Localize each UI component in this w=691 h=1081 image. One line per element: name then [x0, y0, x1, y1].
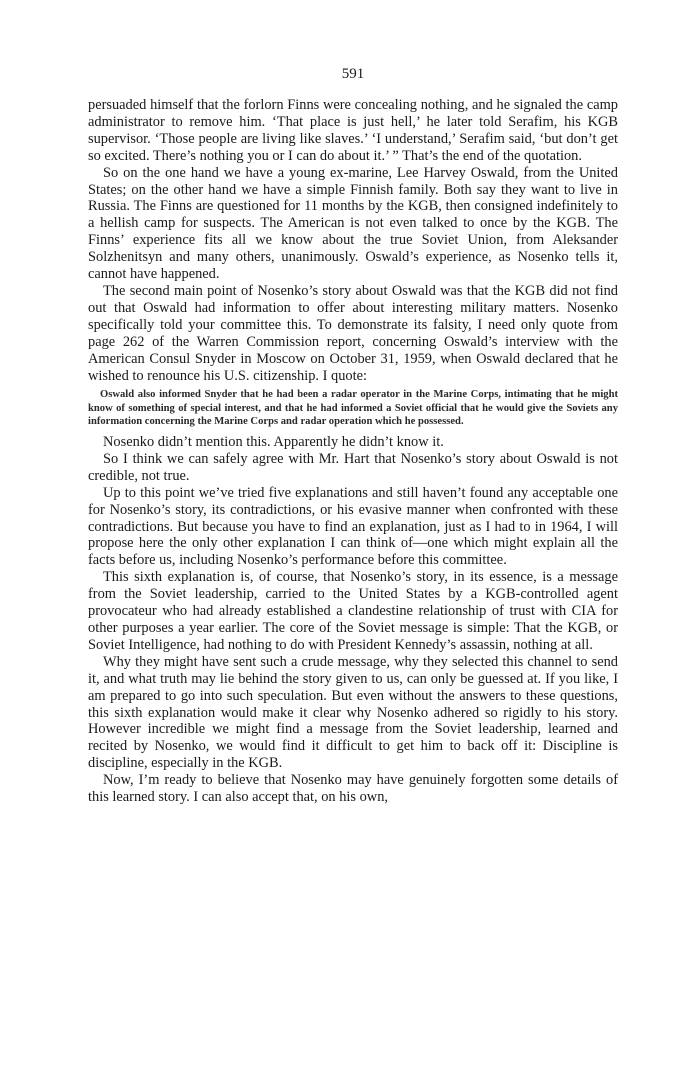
paragraph-6: Up to this point we’ve tried five explanations and still haven’t found any acceptable one for Nosenko’s story, its contradictions, or his evasive manner when confronted with these contradictions. But because you have to find an explanation, just as I had to in 1964, I will propose here the only other explanation I can think of—one which might explain all the facts before us, including Nosenko’s performance before this committee.	[88, 484, 618, 569]
paragraph-9: Now, I’m ready to believe that Nosenko may have genuinely forgotten some details of this learned story. I can also accept that, on his own,	[88, 772, 618, 806]
block-quote: Oswald also informed Snyder that he had been a radar operator in the Marine Corps, intimating that he might know of something of special interest, and that he had informed a Soviet official that he would give the Soviets any information concerning the Marine Corps and radar operation which he possessed.	[88, 389, 618, 427]
paragraph-5: So I think we can safely agree with Mr. Hart that Nosenko’s story about Oswald is not credible, not true.	[88, 450, 618, 484]
paragraph-3: The second main point of Nosenko’s story about Oswald was that the KGB did not find out that Oswald had information to offer about interesting military matters. Nosenko specifically told your committee this. To demonstrate its falsity, I need only quote from page 262 of the Warren Commission report, concerning Oswald’s interview with the American Consul Snyder in Moscow on October 31, 1959, when Oswald declared that he wished to renounce his U.S. citizenship. I quote:	[88, 282, 618, 384]
paragraph-8: Why they might have sent such a crude message, why they selected this channel to send it, and what truth may lie behind the story given to us, can only be guessed at. If you like, I am prepared to go into such speculation. But even without the answers to these questions, this sixth explanation would make it clear why Nosenko adhered so rigidly to his story. However incredible we might find a message from the Soviet leadership, learned and recited by Nosenko, we would find it difficult to get him to back off it: Discipline is discipline, especially in the KGB.	[88, 653, 618, 772]
page-number: 591	[341, 66, 365, 82]
paragraph-2: So on the one hand we have a young ex-marine, Lee Harvey Oswald, from the United States; on the other hand we have a simple Finnish family. Both say they want to live in Russia. The Finns are questioned for 11 months by the KGB, then consigned indefinitely to a hellish camp for suspects. The American is not even talked to once by the KGB. The Finns’ experience fits all we know about the true Soviet Union, from Aleksander Solzhenitsyn and many others, unanimously. Oswald’s experience, as Nosenko tells it, cannot have happened.	[88, 164, 618, 283]
paragraph-1: persuaded himself that the forlorn Finns were concealing nothing, and he signaled the camp administrator to remove him. ‘That place is just hell,’ he later told Serafim, his KGB supervisor. ‘Those people are living like slaves.’ ‘I understand,’ Serafim said, ‘but don’t get so excited. There’s nothing you or I can do about it.’ ” That’s the end of the quotation.	[88, 97, 618, 164]
paragraph-7: This sixth explanation is, of course, that Nosenko’s story, in its essence, is a message from the Soviet leadership, carried to the United States by a KGB-controlled agent provocateur who had already established a clandestine relationship of trust with CIA for other purposes a year earlier. The core of the Soviet message is simple: That the KGB, or Soviet Intelligence, had nothing to do with President Kennedy’s assassin, nothing at all.	[88, 569, 618, 653]
paragraph-4: Nosenko didn’t mention this. Apparently he didn’t know it.	[103, 434, 444, 451]
document-page	[88, 66, 618, 806]
